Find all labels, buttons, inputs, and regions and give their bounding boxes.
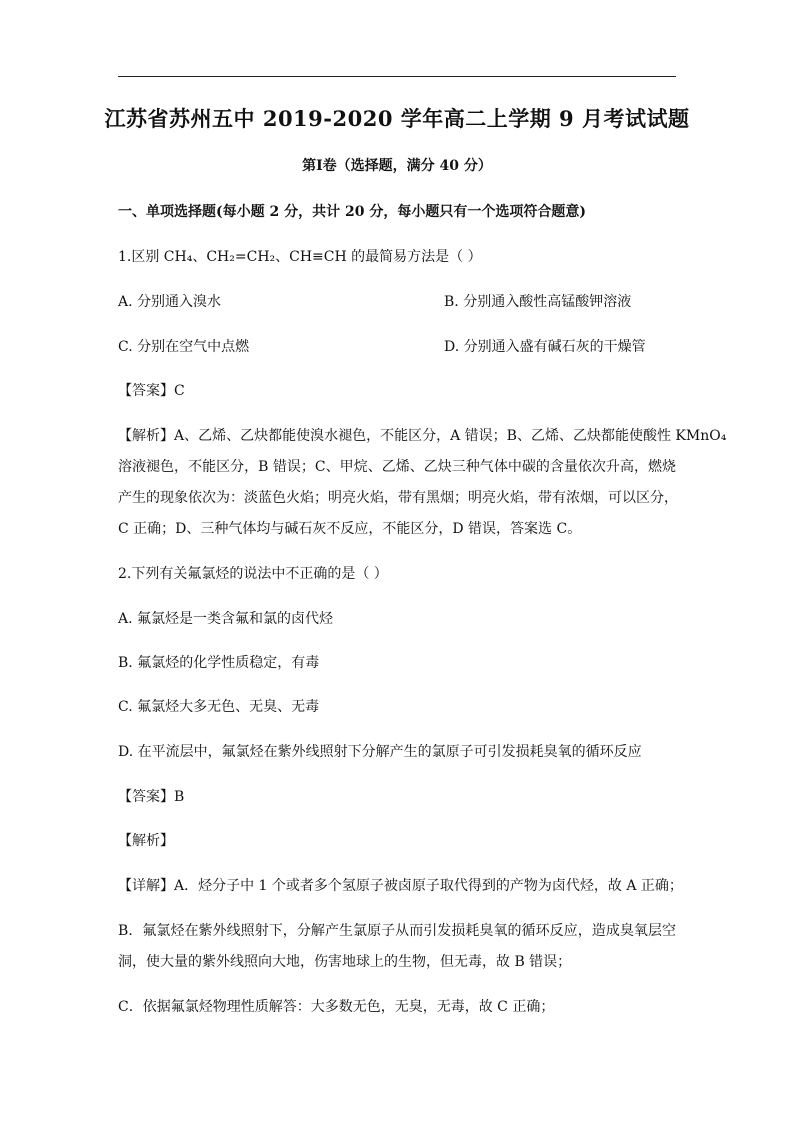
q1-option-a: A. 分别通入溴水 <box>118 294 222 310</box>
q2-option-b: B. 氟氯烃的化学性质稳定，有毒 <box>118 655 320 671</box>
volume-heading: 第Ⅰ卷（选择题，满分 40 分） <box>302 158 492 174</box>
document-title: 江苏省苏州五中 2019-2020 学年高二上学期 9 月考试试题 <box>104 106 690 131</box>
q2-option-d: D. 在平流层中，氟氯烃在紫外线照射下分解产生的氯原子可引发损耗臭氧的循环反应 <box>118 744 642 760</box>
q2-stem: 2.下列有关氟氯烃的说法中不正确的是（ ） <box>118 566 388 582</box>
q2-analysis-label: 【解析】 <box>118 833 174 849</box>
q1-answer: 【答案】C <box>118 383 185 399</box>
section-heading: 一、单项选择题(每小题 2 分，共计 20 分，每小题只有一个选项符合题意) <box>118 204 586 220</box>
header-rule <box>118 76 676 77</box>
q2-detail-line: C．依据氟氯烃物理性质解答：大多数无色，无臭，无毒，故 C 正确； <box>118 999 555 1015</box>
q2-detail-line: 洞，使大量的紫外线照向大地，伤害地球上的生物，但无毒，故 B 错误； <box>118 954 572 970</box>
q2-answer: 【答案】B <box>118 789 185 805</box>
q2-detail-line: B．氟氯烃在紫外线照射下，分解产生氯原子从而引发损耗臭氧的循环反应，造成臭氧层空 <box>118 923 676 939</box>
q1-option-b: B. 分别通入酸性高锰酸钾溶液 <box>444 294 632 310</box>
q1-option-c: C. 分别在空气中点燃 <box>118 339 250 355</box>
q1-analysis-line: C 正确；D、三种气体均与碱石灰不反应，不能区分，D 错误，答案选 C。 <box>118 521 582 537</box>
q2-detail-line: 【详解】A．烃分子中 1 个或者多个氢原子被卤原子取代得到的产物为卤代烃，故 A 正确； <box>118 878 683 894</box>
q1-analysis-line: 溶液褪色，不能区分，B 错误；C、甲烷、乙烯、乙炔三种气体中碳的含量依次升高，燃烧 <box>118 459 676 475</box>
q1-analysis-line: 【解析】A、乙烯、乙炔都能使溴水褪色，不能区分，A 错误；B、乙烯、乙炔都能使酸性 KMnO₄ <box>118 428 727 444</box>
q1-option-d: D. 分别通入盛有碱石灰的干燥管 <box>444 339 646 355</box>
q1-stem: 1.区别 CH₄、CH₂=CH₂、CH≡CH 的最简易方法是（ ） <box>118 249 482 265</box>
q1-analysis-line: 产生的现象依次为：淡蓝色火焰；明亮火焰，带有黑烟；明亮火焰，带有浓烟，可以区分， <box>118 490 678 506</box>
q2-option-c: C. 氟氯烃大多无色、无臭、无毒 <box>118 699 320 715</box>
q2-option-a: A. 氟氯烃是一类含氟和氯的卤代烃 <box>118 611 334 627</box>
